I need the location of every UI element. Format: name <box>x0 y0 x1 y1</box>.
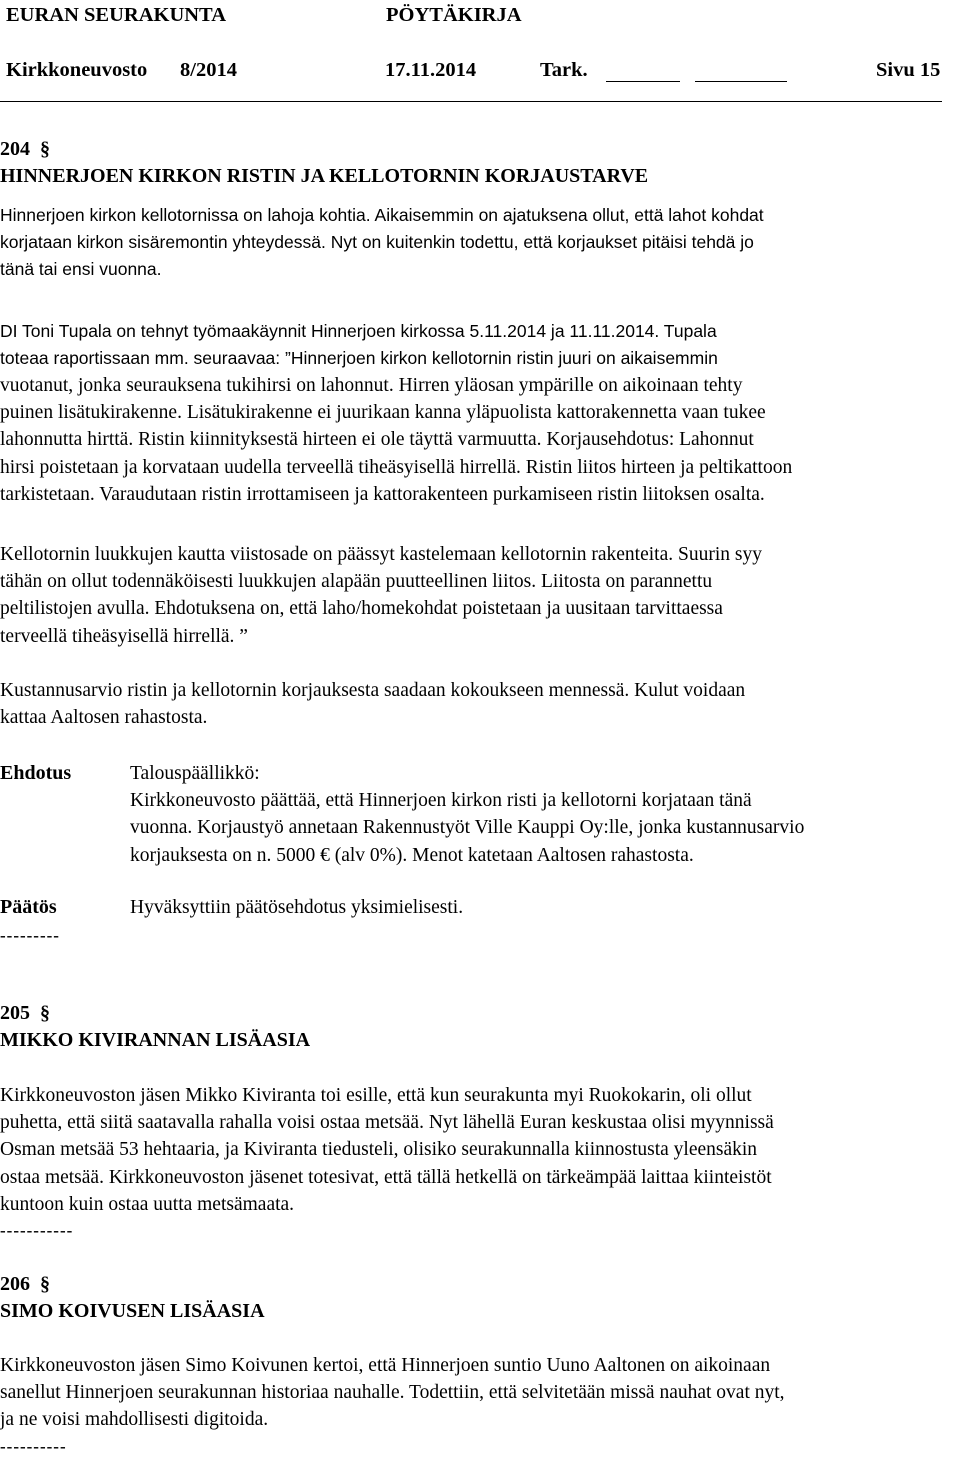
meeting-date: 17.11.2014 <box>385 59 477 81</box>
section-title: SIMO KOIVUSEN LISÄASIA <box>0 1300 265 1322</box>
section-206-heading <box>0 1271 265 1325</box>
meeting-number: 8/2014 <box>180 59 237 81</box>
section-number: 204 <box>0 138 30 160</box>
section-204-paragraph-2-intro: DI Toni Tupala on tehnyt työmaakäynnit Hinnerjoen kirkossa 5.11.2014 ja 11.11.2014. Tupala toteaa raportissaan mm. seuraavaa: ”Hinnerjoen kirkon kellotornin ristin juuri on aikaisemmin <box>0 321 718 369</box>
section-symbol: § <box>40 1273 50 1295</box>
section-205-heading <box>0 1000 310 1054</box>
meeting-body: Kirkkoneuvosto <box>6 59 148 81</box>
section-206-paragraph-1: Kirkkoneuvoston jäsen Simo Koivunen kertoi, että Hinnerjoen suntio Uuno Aaltonen on aikoinaan sanellut Hinnerjoen seurakunnan historiaa nauhalle. Todettiin, että selvitetään missä nauhat ovat nyt, ja ne voisi mahdollisesti digitoida. <box>0 1355 785 1431</box>
section-205-paragraph-1: Kirkkoneuvoston jäsen Mikko Kiviranta toi esille, että kun seurakunta myi Ruokokarin, oli ollut puhetta, että siitä saatavalla rahalla voisi ostaa metsää. Nyt lähellä Euran keskustaa olisi myynnissä Osman metsää 53 hehtaaria, ja Kiviranta tiedusteli, olisiko seurakunnalla kiinnostusta yleensäkin ostaa metsää. Kirkkoneuvoston jäsenet totesivat, että tällä hetkellä on tärkeämpää laittaa kiinteistöt kuntoon kuin ostaa uutta metsämaata. <box>0 1085 774 1215</box>
section-204-paragraph-3: Kellotornin luukkujen kautta viistosade on päässyt kastelemaan kellotornin rakenteita. Suurin syy tähän on ollut todennäköisesti luukkujen alapään puutteellinen liitos. Liitosta on parannettu peltilistojen avulla. Ehdotuksena on, että laho/homekohdat poistetaan ja uusitaan tarvittaessa terveellä tiheäsyisellä hirrellä. ” <box>0 544 762 647</box>
org-name: EURAN SEURAKUNTA <box>6 4 227 26</box>
header-rule <box>0 101 942 102</box>
section-title: HINNERJOEN KIRKON RISTIN JA KELLOTORNIN KORJAUSTARVE <box>0 165 649 187</box>
section-number: 205 <box>0 1002 30 1024</box>
proposal-label: Ehdotus <box>0 762 72 784</box>
section-206-separator: ---------- <box>0 1437 67 1456</box>
section-204-paragraph-1: Hinnerjoen kirkon kellotornissa on lahoja kohtia. Aikaisemmin on ajatuksena ollut, että lahot kohdat korjataan kirkon sisäremontin yhteydessä. Nyt on kuitenkin todettu, että korjaukset pitäisi tehdä jo tänä tai ensi vuonna. <box>0 205 764 280</box>
section-204-paragraph-2-quote: vuotanut, jonka seurauksena tukihirsi on lahonnut. Hirren yläosan ympärille on aikoinaan tehty puinen lisätukirakenne. Lisätukirakenne ei juurikaan kanna yläpuolista kattorakennetta vaan tukee lahonnutta hirttä. Ristin kiinnityksestä hirteen ei ole täyttä varmuutta. Korjausehdotus: Lahonnut hirsi poistetaan ja korvataan uudella terveellä tiheäsyisellä hirrellä. Ristin liitos hirteen ja peltikattoon tarkistetaan. Varaudutaan ristin irrottamiseen ja kattorakenteen purkamiseen ristin liitoksen osalta. <box>0 375 793 505</box>
decision-text: Hyväksyttiin päätösehdotus yksimielisesti. <box>130 897 464 918</box>
section-symbol: § <box>40 138 50 160</box>
checked-label: Tark. <box>540 59 588 81</box>
proposal-text: Talouspäällikkö: Kirkkoneuvosto päättää, että Hinnerjoen kirkon risti ja kellotorni korjataan tänä vuonna. Korjaustyö annetaan Rakennustyöt Ville Kauppi Oy:lle, jonka kustannusarvio korjauksesta on n. 5000 € (alv 0%). Menot katetaan Aaltosen rahastosta. <box>130 763 805 866</box>
decision-label: Päätös <box>0 896 57 918</box>
section-number: 206 <box>0 1273 30 1295</box>
section-205-separator: ----------- <box>0 1221 74 1240</box>
doc-type: PÖYTÄKIRJA <box>386 4 522 26</box>
section-title: MIKKO KIVIRANNAN LISÄASIA <box>0 1029 311 1051</box>
section-204-separator: --------- <box>0 926 60 945</box>
checker-signature-line-2 <box>695 81 787 82</box>
section-symbol: § <box>40 1002 50 1024</box>
section-204-heading <box>0 136 648 190</box>
section-204-paragraph-4: Kustannusarvio ristin ja kellotornin korjauksesta saadaan kokoukseen mennessä. Kulut voidaan kattaa Aaltosen rahastosta. <box>0 680 746 729</box>
checker-signature-line-1 <box>606 81 680 82</box>
page-number: Sivu 15 <box>876 59 941 81</box>
